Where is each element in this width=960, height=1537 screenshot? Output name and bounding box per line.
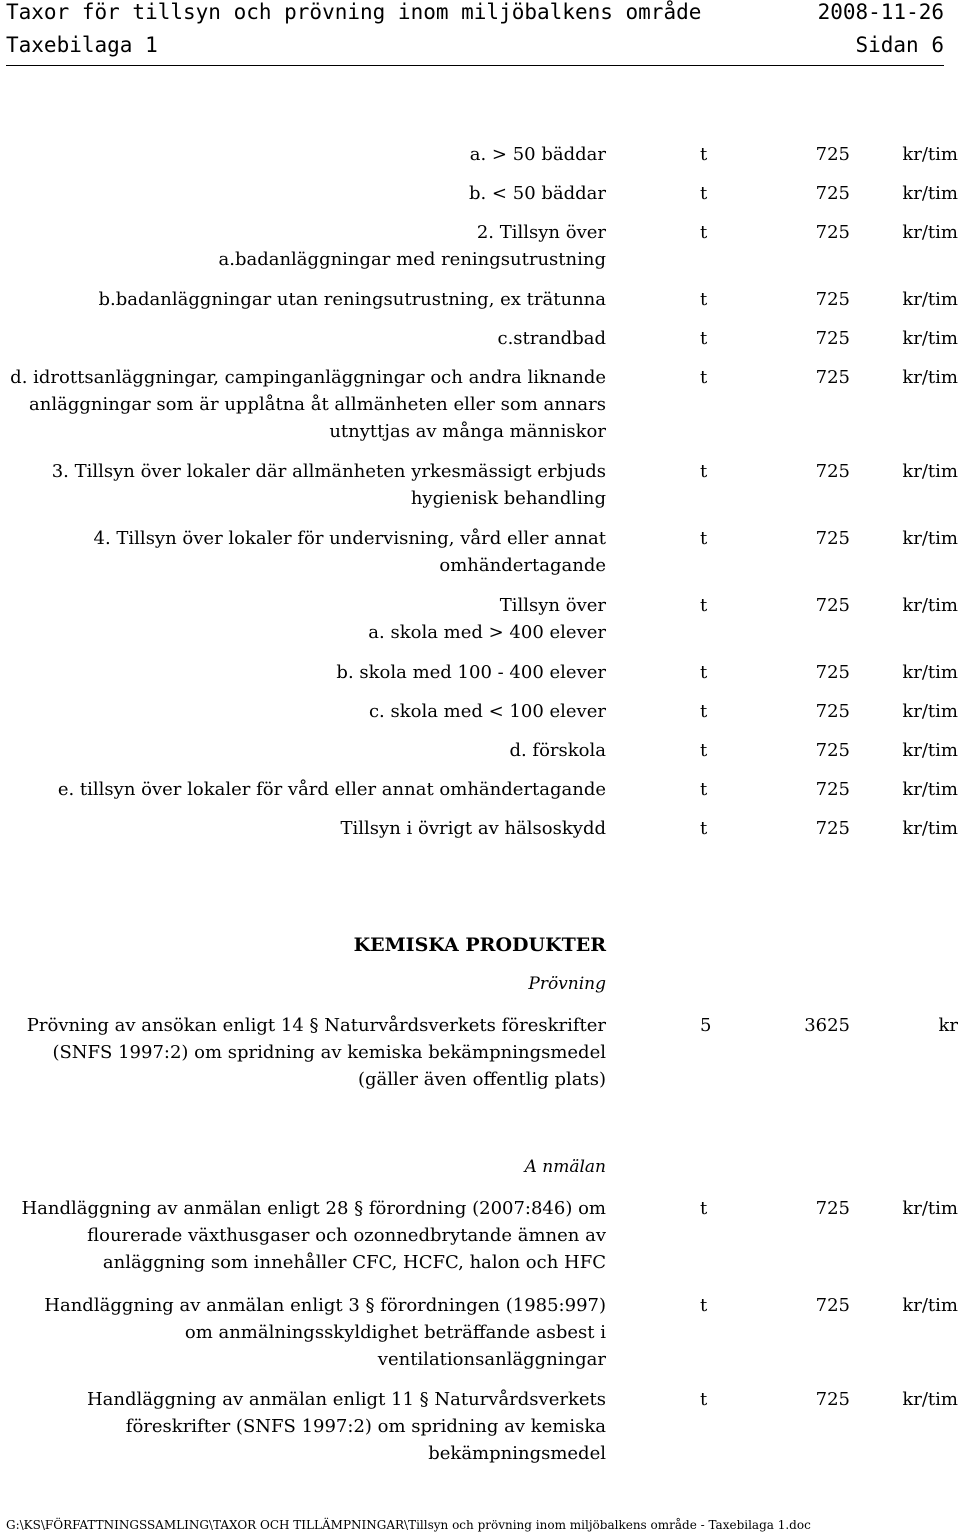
- fee-description: b.badanläggningar utan reningsutrustning, ex trätunna: [98, 289, 606, 310]
- fee-description: b. < 50 bäddar: [468, 183, 606, 204]
- fee-description: Handläggning av anmälan enligt 28 § förordning (2007:846) om flourerade växthusgaser och ozonnedbrytande ämnen av anläggning som innehåller CFC, HCFC, halon och HFC: [21, 1198, 606, 1273]
- fee-description: 4. Tillsyn över lokaler för undervisning, vård eller annat omhändertagande: [93, 528, 606, 576]
- fee-rate-unit: kr/tim: [902, 1389, 958, 1410]
- fee-unit: t: [700, 740, 708, 761]
- fee-description: Tillsyn över a. skola med > 400 elever: [368, 595, 606, 643]
- fee-description: Prövning av ansökan enligt 14 § Naturvårdsverkets föreskrifter (SNFS 1997:2) om spridning av kemiska bekämpningsmedel (gäller även offentlig plats): [26, 1015, 606, 1090]
- fee-unit: t: [700, 528, 708, 549]
- document-subtitle: Taxebilaga 1: [6, 33, 158, 57]
- subsection-label: Prövning: [528, 974, 606, 994]
- fee-unit: t: [700, 461, 708, 482]
- fee-description: a. > 50 bäddar: [469, 144, 606, 165]
- fee-unit: t: [700, 701, 708, 722]
- fee-rate-unit: kr/tim: [902, 662, 958, 683]
- fee-description: Handläggning av anmälan enligt 11 § Naturvårdsverkets föreskrifter (SNFS 1997:2) om spridning av kemiska bekämpningsmedel: [86, 1389, 606, 1464]
- fee-rate-unit: kr/tim: [902, 222, 958, 243]
- fee-unit: t: [700, 1295, 708, 1316]
- fee-amount: 725: [815, 328, 850, 349]
- document-title: Taxor för tillsyn och prövning inom miljöbalkens område: [6, 0, 702, 24]
- fee-unit: t: [700, 222, 708, 243]
- fee-amount: 725: [815, 818, 850, 839]
- fee-rate-unit: kr/tim: [902, 289, 958, 310]
- fee-amount: 725: [815, 595, 850, 616]
- fee-rate-unit: kr/tim: [902, 740, 958, 761]
- fee-amount: 725: [815, 367, 850, 388]
- fee-description: Handläggning av anmälan enligt 3 § förordningen (1985:997) om anmälningsskyldighet beträffande asbest i ventilationsanläggningar: [44, 1295, 606, 1370]
- file-path-footer: G:\KS\FÖRFATTNINGSSAMLING\TAXOR OCH TILLÄMPNINGAR\Tillsyn och prövning inom miljöbalkens område - Taxebilaga 1.doc: [6, 1518, 811, 1532]
- fee-rate-unit: kr/tim: [902, 328, 958, 349]
- fee-amount: 725: [815, 1198, 850, 1219]
- fee-amount: 725: [815, 779, 850, 800]
- subsection-label: A nmälan: [524, 1157, 606, 1177]
- document-date: 2008-11-26: [817, 0, 944, 24]
- fee-amount: 725: [815, 740, 850, 761]
- fee-amount: 725: [815, 528, 850, 549]
- fee-description: c. skola med < 100 elever: [368, 701, 606, 722]
- fee-unit: 5: [700, 1015, 712, 1036]
- fee-description: 2. Tillsyn över a.badanläggningar med reningsutrustning: [218, 222, 606, 270]
- fee-rate-unit: kr/tim: [902, 144, 958, 165]
- fee-description: c.strandbad: [497, 328, 606, 349]
- fee-rate-unit: kr/tim: [902, 1198, 958, 1219]
- fee-amount: 725: [815, 289, 850, 310]
- section-heading: KEMISKA PRODUKTER: [353, 934, 606, 956]
- fee-unit: t: [700, 328, 708, 349]
- fee-amount: 725: [815, 144, 850, 165]
- fee-description: d. förskola: [509, 740, 606, 761]
- fee-description: d. idrottsanläggningar, campinganläggningar och andra liknande anläggningar som är upplåtna åt allmänheten eller som annars utnyttjas av många människor: [10, 367, 606, 442]
- fee-unit: t: [700, 779, 708, 800]
- fee-description: Tillsyn i övrigt av hälsoskydd: [340, 818, 606, 839]
- page-number: Sidan 6: [855, 33, 944, 57]
- fee-rate-unit: kr/tim: [902, 595, 958, 616]
- fee-rate-unit: kr/tim: [902, 701, 958, 722]
- fee-rate-unit: kr/tim: [902, 528, 958, 549]
- fee-rate-unit: kr/tim: [902, 779, 958, 800]
- fee-rate-unit: kr/tim: [902, 367, 958, 388]
- fee-amount: 3625: [804, 1015, 850, 1036]
- fee-unit: t: [700, 1389, 708, 1410]
- fee-unit: t: [700, 144, 708, 165]
- fee-unit: t: [700, 1198, 708, 1219]
- fee-rate-unit: kr/tim: [902, 818, 958, 839]
- fee-rate-unit: kr/tim: [902, 461, 958, 482]
- fee-amount: 725: [815, 1295, 850, 1316]
- header-rule: [6, 65, 944, 66]
- fee-rate-unit: kr: [938, 1015, 958, 1036]
- fee-unit: t: [700, 367, 708, 388]
- fee-amount: 725: [815, 662, 850, 683]
- fee-unit: t: [700, 289, 708, 310]
- fee-amount: 725: [815, 461, 850, 482]
- fee-amount: 725: [815, 222, 850, 243]
- fee-unit: t: [700, 183, 708, 204]
- fee-amount: 725: [815, 1389, 850, 1410]
- fee-description: b. skola med 100 - 400 elever: [336, 662, 606, 683]
- fee-rate-unit: kr/tim: [902, 183, 958, 204]
- fee-unit: t: [700, 595, 708, 616]
- fee-description: e. tillsyn över lokaler för vård eller annat omhändertagande: [57, 779, 606, 800]
- fee-description: 3. Tillsyn över lokaler där allmänheten yrkesmässigt erbjuds hygienisk behandling: [51, 461, 606, 509]
- fee-unit: t: [700, 662, 708, 683]
- fee-amount: 725: [815, 183, 850, 204]
- fee-rate-unit: kr/tim: [902, 1295, 958, 1316]
- fee-amount: 725: [815, 701, 850, 722]
- fee-unit: t: [700, 818, 708, 839]
